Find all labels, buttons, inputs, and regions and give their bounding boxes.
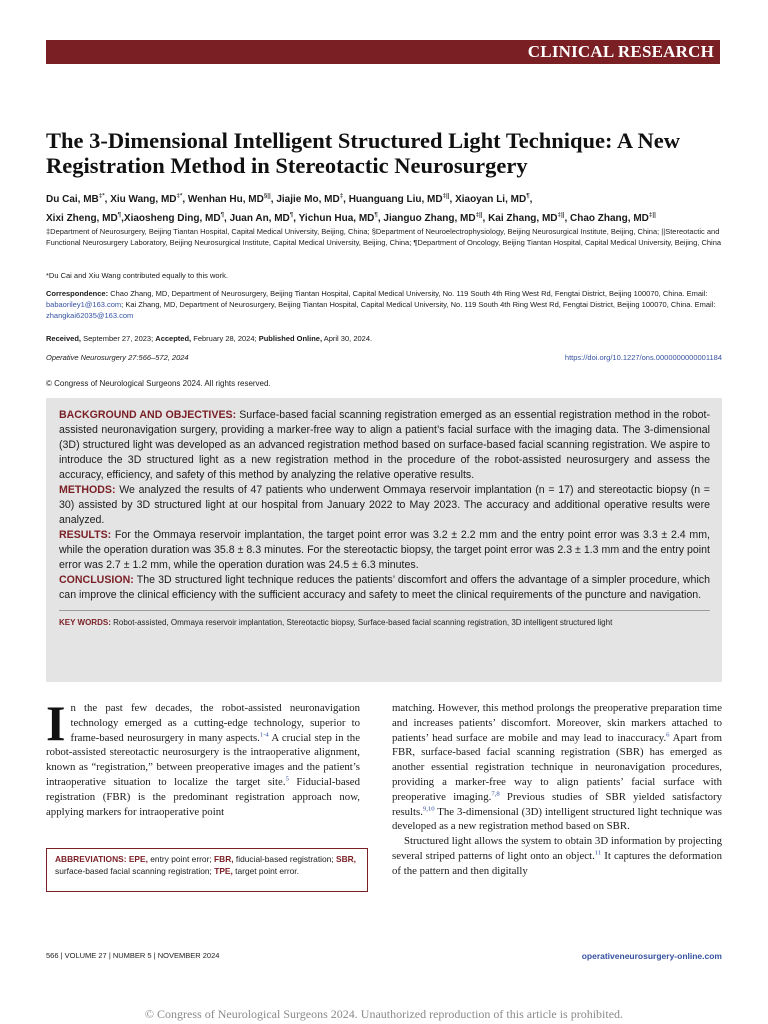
abbreviation-definition: target point error. <box>232 866 299 876</box>
author-sup: ¶ <box>289 211 294 219</box>
reference-link[interactable]: 7,8 <box>491 790 500 798</box>
author-sup: ‡ <box>339 192 344 200</box>
author-name: Huanguang Liu, MD <box>348 194 443 205</box>
accepted-label: Accepted, <box>155 334 192 343</box>
correspondence-text: Chao Zhang, MD, Department of Neurosurgery, Beijing Tiantan Hospital, Capital Medical University, No. 119 South 4th Ring West Rd, Fengtai District, Beijing 100070, China. Email: <box>110 289 708 298</box>
body-column-left <box>46 695 360 819</box>
article-title: The 3-Dimensional Intelligent Structured Light Technique: A New Registration Method in Stereotactic Neurosurgery <box>46 128 681 178</box>
author-sup: ‡* <box>176 192 183 200</box>
published-date: April 30, 2024. <box>323 334 373 343</box>
author-sup: ¶ <box>117 211 122 219</box>
body-text: Previous studies of SBR yielded satisfactory results. <box>392 790 722 818</box>
author-sup: ‡|| <box>442 192 450 200</box>
abstract-methods <box>59 483 710 528</box>
abstract-conclusion-head: CONCLUSION: <box>59 574 134 586</box>
body-text: It captures the deformation of the pattern and then digitally <box>392 849 722 877</box>
page-footer <box>46 950 722 962</box>
abstract-methods-head: METHODS: <box>59 484 116 496</box>
author-name: Wenhan Hu, MD <box>187 194 264 205</box>
author-name: Jiajie Mo, MD <box>276 194 340 205</box>
abbreviations-box <box>46 848 368 892</box>
body-text: matching. However, this method prolongs the preoperative preparation time and increases patients’ discomfort. Moreover, skin markers attached to patients’ head surface are mobile and may lead to inaccuracy. <box>392 702 722 744</box>
correspondence-text: ; Kai Zhang, MD, Department of Neurosurgery, Beijing Tiantan Hospital, Capital Medical University, No. 119 South 4th Ring West Rd, Fengtai District, Beijing 100070, China. Email: <box>121 300 716 309</box>
author-line-2: Xixi Zheng, MD¶,Xiaosheng Ding, MD¶, Juan An, MD¶, Yichun Hua, MD¶, Jianguo Zhang, MD‡||, Kai Zhang, MD‡||, Chao Zhang, MD‡|| <box>46 211 656 224</box>
correspondence <box>46 288 726 321</box>
author-name: Xiu Wang, MD <box>110 194 177 205</box>
body-text: The 3-dimensional (3D) intelligent structured light technique was developed as a new registration method based on SBR. <box>392 805 722 833</box>
footer-issue-info: 566 | VOLUME 27 | NUMBER 5 | NOVEMBER 2024 <box>46 951 220 960</box>
author-sup: ‡* <box>98 192 105 200</box>
abstract-results <box>59 528 710 573</box>
author-name: Xiaosheng Ding, MD <box>123 213 221 224</box>
abstract-background-head: BACKGROUND AND OBJECTIVES: <box>59 409 237 421</box>
published-label: Published Online, <box>258 334 323 343</box>
author-sup: ¶ <box>220 211 225 219</box>
section-banner: CLINICAL RESEARCH <box>46 40 720 64</box>
correspondence-label: Correspondence: <box>46 289 109 298</box>
author-name: Xiaoyan Li, MD <box>455 194 527 205</box>
keywords <box>59 610 710 629</box>
abbreviation: EPE, <box>128 854 148 864</box>
drop-cap: I <box>46 695 66 751</box>
received-date: September 27, 2023; <box>83 334 154 343</box>
author-sup: ‡|| <box>648 211 656 219</box>
abstract-background-text: Surface-based facial scanning registration emerged as an essential registration method in the robot-assisted neuronavigation surgery, providing a marker-free way to align a patient’s facial surface with the imaging data. The 3-dimensional (3D) structured light was developed as an advanced registration method based on surface-based facial scanning registration. We aspire to introduce the 3D structured light as a new registration method in the procedure of the robot-assisted neurosurgery and assess the accuracy, efficiency, and safety of this method by analyzing the relative operative results. <box>59 409 710 481</box>
author-name: Kai Zhang, MD <box>488 213 558 224</box>
citation-line <box>46 352 722 364</box>
affiliations: ‡Department of Neurosurgery, Beijing Tiantan Hospital, Capital Medical University, Beijing, China; §Department of Neuroelectrophysiology, Beijing Neurosurgical Institute, Beijing, China; ||Stereotactic and Functional Neurosurgery Laboratory, Beijing Neurosurgical Institute, Capital Medical University, Beijing, China; ¶Department of Oncology, Beijing Tiantan Hospital, Capital Medical University, Beijing, China <box>46 227 722 247</box>
doi-link[interactable]: https://doi.org/10.1227/ons.0000000000001184 <box>564 353 722 362</box>
abbreviation-definition: surface-based facial scanning registration; <box>55 866 215 876</box>
abstract-results-text: For the Ommaya reservoir implantation, the target point error was 3.2 ± 2.2 mm and the entry point error was 3.3 ± 2.4 mm, while the operation duration was 35.8 ± 8.3 minutes. For the stereotactic biopsy, the target point error was 2.3 ± 1.3 mm and the entry point error was 2.7 ± 1.2 mm, while the operation duration was 24.5 ± 6.3 minutes. <box>59 529 710 571</box>
abstract-box <box>46 398 722 682</box>
abbreviation: SBR, <box>336 854 357 864</box>
author-line-1: Du Cai, MB‡*, Xiu Wang, MD‡*, Wenhan Hu, MD§||, Jiajie Mo, MD‡, Huanguang Liu, MD‡||, Xiaoyan Li, MD¶, <box>46 192 533 205</box>
author-name: Chao Zhang, MD <box>570 213 649 224</box>
reference-link[interactable]: 5 <box>285 775 289 783</box>
reproduction-notice: © Congress of Neurological Surgeons 2024. Unauthorized reproduction of this article is prohibited. <box>144 1007 624 1021</box>
article-dates <box>46 333 726 344</box>
email-link[interactable]: babaoriley1@163.com <box>46 300 122 309</box>
abstract-background <box>59 408 710 483</box>
author-sup: ¶ <box>526 192 530 200</box>
abstract-conclusion <box>59 573 710 603</box>
keywords-text: Robot-assisted, Ommaya reservoir implantation, Stereotactic biopsy, Surface-based facial scanning registration, 3D intelligent structured light <box>113 618 613 627</box>
author-name: Juan An, MD <box>229 213 290 224</box>
abbreviation: FBR, <box>214 854 234 864</box>
author-sup: §|| <box>263 192 271 200</box>
abbreviation: TPE, <box>214 866 233 876</box>
author-name: Yichun Hua, MD <box>298 213 375 224</box>
author-name: Xixi Zheng, MD <box>46 213 118 224</box>
abstract-conclusion-text: The 3D structured light technique reduces the patients’ discomfort and offers the advantage of a simpler procedure, which can improve the clinical efficiency with the sufficient accuracy and safety to meet the clinical requirements of the puncture and navigation. <box>59 574 710 601</box>
reference-link[interactable]: 6 <box>666 731 670 738</box>
author-sup: ¶ <box>374 211 378 219</box>
author-name: Jianguo Zhang, MD <box>383 213 476 224</box>
reference-link[interactable]: 9,10 <box>422 804 435 812</box>
abbreviations-head: ABBREVIATIONS: <box>55 854 127 864</box>
reference-link[interactable]: 11 <box>594 849 602 857</box>
reference-link[interactable]: 1-4 <box>259 731 269 738</box>
abstract-results-head: RESULTS: <box>59 529 112 541</box>
body-text: Apart from FBR, surface-based facial scanning registration (SBR) has emerged as another essential registration technique in neuronavigation procedures, providing a marker-free way to align patients’ facial surface with preoperative imaging. <box>392 731 722 803</box>
body-text: Fiducial-based registration (FBR) is the predominant registration approach now, applying markers for intraoperative point <box>46 775 360 818</box>
journal-citation: Operative Neurosurgery 27:566–572, 2024 <box>46 353 189 362</box>
email-link[interactable]: zhangkai62035@163.com <box>46 311 134 320</box>
author-name: Du Cai, MB <box>46 194 99 205</box>
abbreviation-definition: fiducial-based registration; <box>233 854 336 864</box>
received-label: Received, <box>46 334 82 343</box>
author-sup: ‡|| <box>557 211 565 219</box>
body-text: Structured light allows the system to obtain 3D information by projecting several striped patterns of light onto an object. <box>392 835 722 862</box>
copyright: © Congress of Neurological Surgeons 2024. All rights reserved. <box>46 379 271 388</box>
author-sup: ‡|| <box>475 211 483 219</box>
body-text: n the past few decades, the robot-assisted neuronavigation technology emerged as a cutting-edge technology, superior to frame-based neurosurgery in many aspects. <box>70 702 360 744</box>
abbreviation-definition: entry point error; <box>147 854 215 864</box>
abstract-methods-text: We analyzed the results of 47 patients who underwent Ommaya reservoir implantation (n = 17) and stereotactic biopsy (n = 30) assisted by 3D structured light at our hospital from January 2022 to May 2023. The accuracy and additional operative results were analyzed. <box>59 484 710 526</box>
body-text: A crucial step in the robot-assisted stereotactic neurosurgery is the intraoperative alignment, known as “registration,” between preoperative images and the patient’s intraoperative situation to localize the target site. <box>46 731 360 788</box>
footer-website-link[interactable]: operativeneurosurgery-online.com <box>581 951 722 961</box>
body-column-right <box>392 701 722 879</box>
paragraph <box>392 834 722 878</box>
accepted-date: February 28, 2024; <box>193 334 257 343</box>
author-list <box>46 190 726 228</box>
keywords-head: KEY WORDS: <box>59 618 111 627</box>
equal-contribution-note: *Du Cai and Xiu Wang contributed equally to this work. <box>46 271 228 280</box>
